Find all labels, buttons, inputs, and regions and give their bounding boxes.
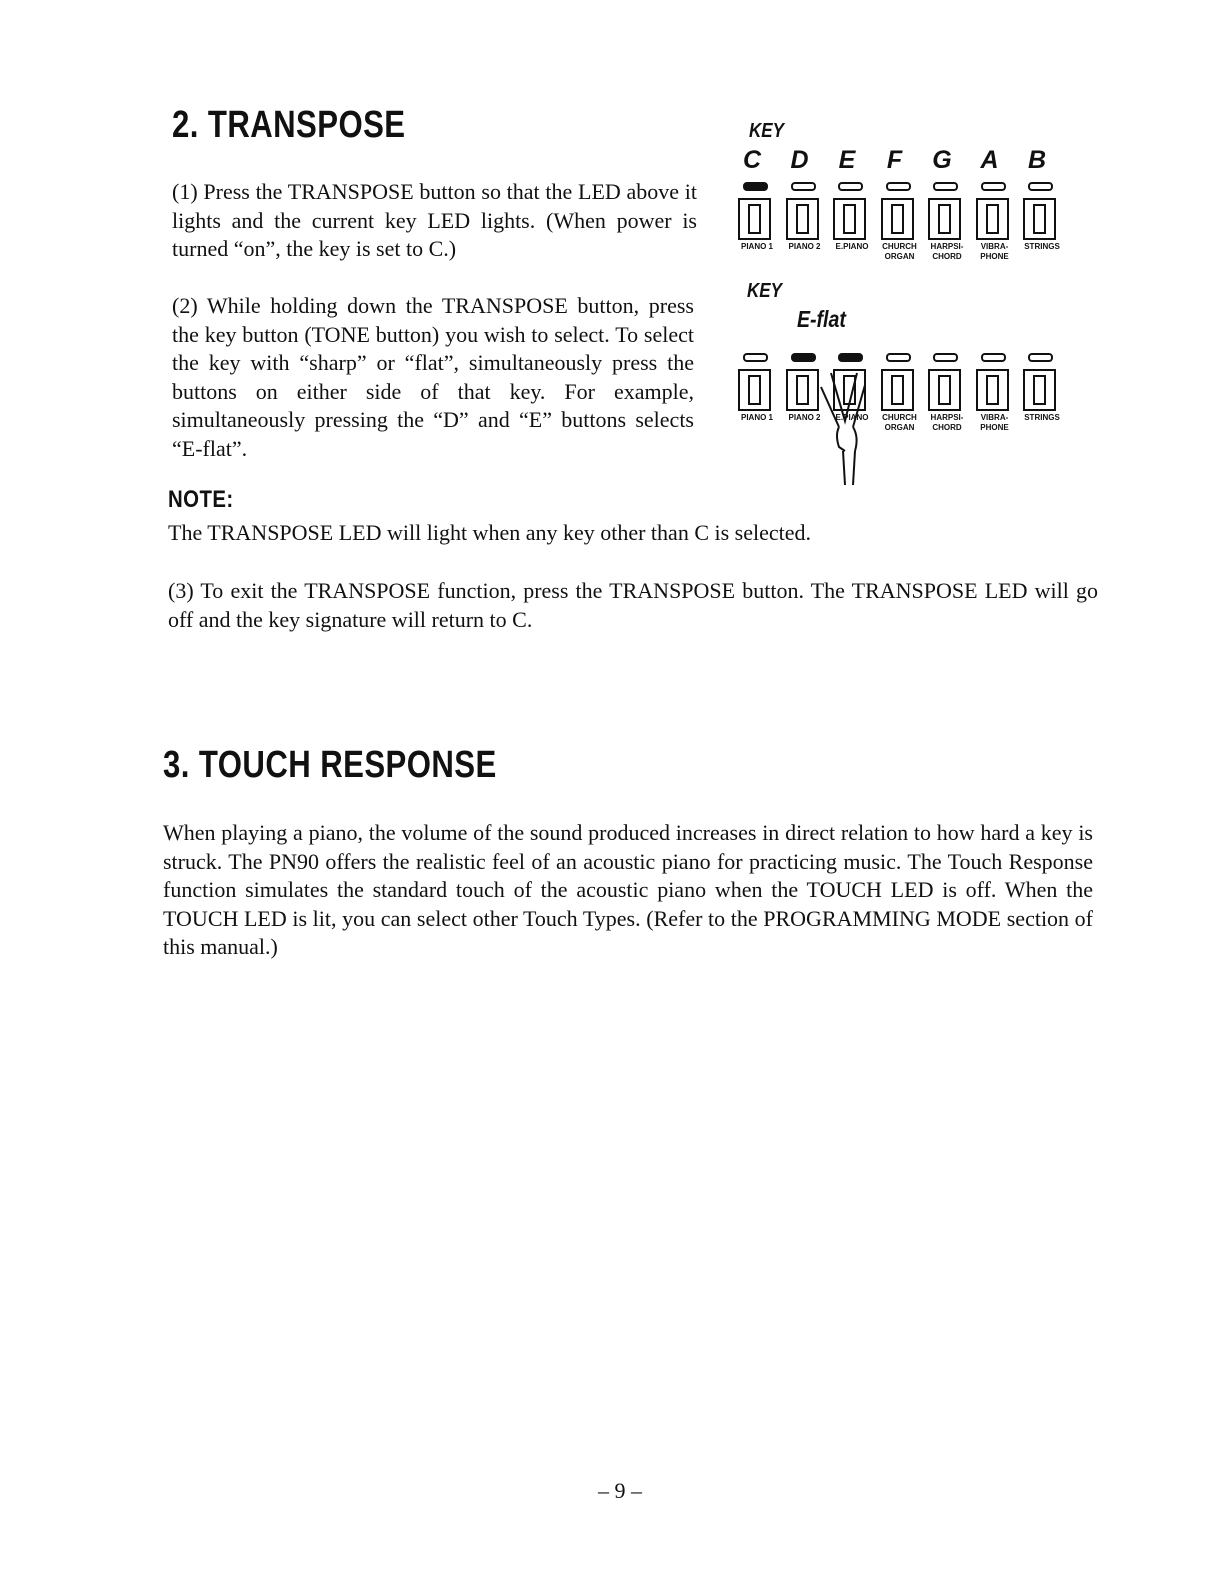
tone-button[interactable] xyxy=(738,198,771,240)
tone-button[interactable] xyxy=(786,198,819,240)
led-indicator xyxy=(886,182,911,191)
tone-label: E.PIANO xyxy=(835,242,869,251)
key-letter-a: A xyxy=(980,146,999,174)
tone-button[interactable] xyxy=(833,198,866,240)
tone-label: VIBRA- PHONE xyxy=(980,242,1009,261)
key-letter-e: E xyxy=(838,146,856,174)
page-number: – 9 – xyxy=(598,1478,642,1503)
pressing-fingers-icon xyxy=(773,355,893,485)
note-heading: NOTE: xyxy=(168,486,234,513)
key-letter-g: G xyxy=(932,146,952,174)
key-label: KEY xyxy=(749,120,784,142)
tone-button[interactable] xyxy=(928,369,961,411)
tone-label: PIANO 1 xyxy=(740,413,773,422)
tone-button[interactable] xyxy=(976,198,1009,240)
led-indicator xyxy=(743,353,768,362)
key-label: KEY xyxy=(747,280,782,302)
transpose-step-2: (2) While holding down the TRANSPOSE button, press the key button (TONE button) you wish to select. To select the key with “sharp” or “flat”, simultaneously press the buttons on either side of that key. For example, simultaneously pressing the “D” and “E” buttons selects “E-flat”. xyxy=(172,293,694,461)
transpose-step-3: (3) To exit the TRANSPOSE function, press the TRANSPOSE button. The TRANSPOSE LED will go off and the key signature will return to C. xyxy=(168,578,1098,632)
tone-button[interactable] xyxy=(976,369,1009,411)
note-text: The TRANSPOSE LED will light when any key other than C is selected. xyxy=(168,520,812,545)
tone-label: VIBRA- PHONE xyxy=(980,413,1009,432)
led-indicator xyxy=(933,182,958,191)
led-indicator xyxy=(838,182,863,191)
led-indicator xyxy=(791,182,816,191)
key-diagram-c xyxy=(733,120,1073,270)
led-indicator xyxy=(1028,182,1053,191)
led-indicator xyxy=(981,182,1006,191)
tone-label: STRINGS xyxy=(1024,413,1060,422)
touch-response-body: When playing a piano, the volume of the sound produced increases in direct relation to how hard a key is struck. The PN90 offers the realistic feel of an acoustic piano for practicing music. The Touch Response function simulates the standard touch of the acoustic piano when the TOUCH LED is off. When the TOUCH LED is lit, you can select other Touch Types. (Refer to the PROGRAMMING MODE section of this manual.) xyxy=(163,820,1093,959)
led-indicator xyxy=(981,353,1006,362)
tone-label: CHURCH ORGAN xyxy=(882,242,917,261)
tone-label: HARPSI- CHORD xyxy=(930,242,964,261)
key-diagram-e-flat xyxy=(733,280,1073,490)
tone-label: PIANO 2 xyxy=(788,413,821,422)
tone-label: PIANO 2 xyxy=(788,242,821,251)
key-letter-b: B xyxy=(1027,146,1047,174)
tone-button[interactable] xyxy=(881,198,914,240)
tone-label: HARPSI- CHORD xyxy=(930,413,964,432)
transpose-step-1: (1) Press the TRANSPOSE button so that the LED above it lights and the current key LED lights. (When power is turned “on”, the key is set to C.) xyxy=(172,179,697,261)
tone-button[interactable] xyxy=(738,369,771,411)
key-letter-f: F xyxy=(886,146,903,174)
selected-key-label: E-flat xyxy=(797,306,846,332)
led-indicator xyxy=(1028,353,1053,362)
tone-button[interactable] xyxy=(928,198,961,240)
tone-label: CHURCH ORGAN xyxy=(882,413,917,432)
led-indicator xyxy=(743,182,768,191)
led-indicator xyxy=(933,353,958,362)
tone-button[interactable] xyxy=(1023,198,1056,240)
tone-label: STRINGS xyxy=(1024,242,1060,251)
section-heading-touch-response: 3. TOUCH RESPONSE xyxy=(163,744,497,786)
tone-button[interactable] xyxy=(1023,369,1056,411)
key-letter-d: D xyxy=(790,146,809,174)
tone-label: E.PIANO xyxy=(835,413,869,422)
key-letter-c: C xyxy=(742,146,762,174)
tone-label: PIANO 1 xyxy=(740,242,773,251)
section-heading-transpose: 2. TRANSPOSE xyxy=(172,104,406,146)
